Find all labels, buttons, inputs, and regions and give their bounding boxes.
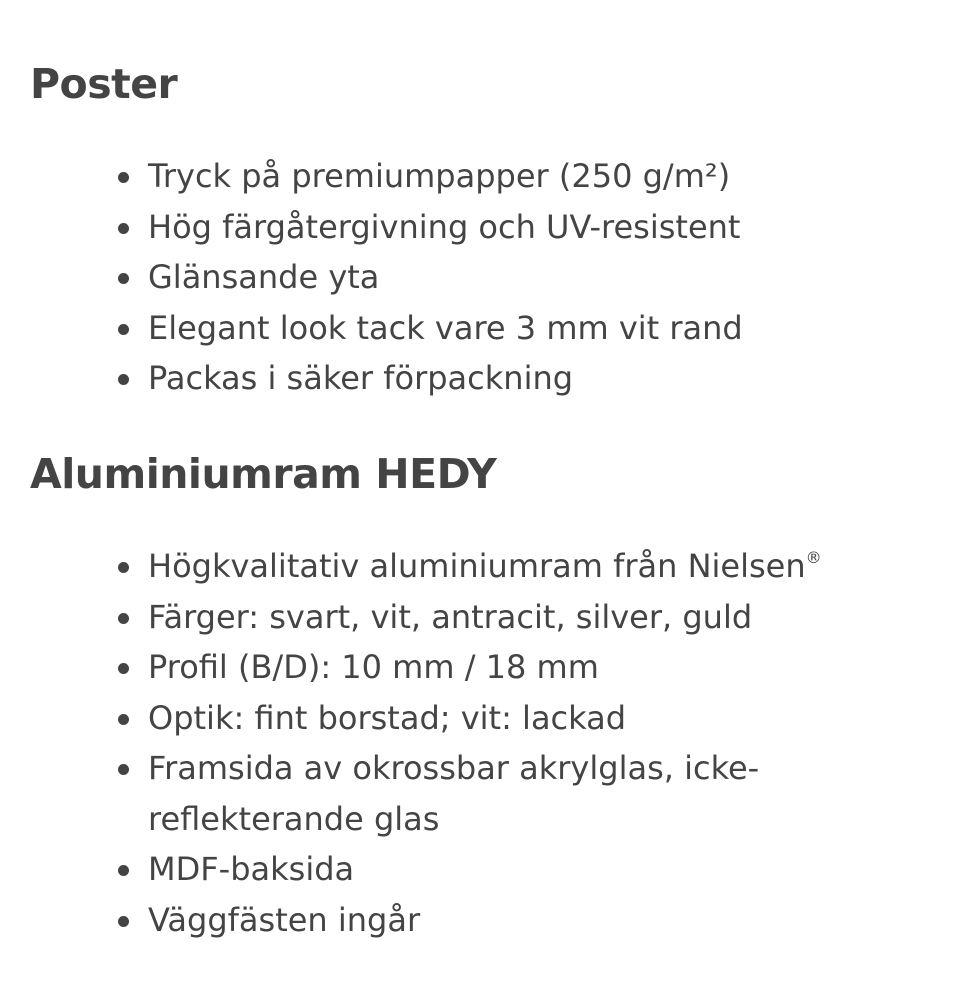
list-item: [118, 252, 908, 303]
list-item: [118, 642, 908, 693]
bullet-icon: [118, 273, 129, 284]
list-item-text: Glänsande yta: [148, 258, 380, 296]
list-item-text: MDF-baksida: [148, 850, 355, 888]
list-item-text: Hög färgåtergivning och UV-resistent: [148, 207, 741, 246]
list-item: [118, 151, 908, 202]
list-item: [118, 743, 908, 844]
frame-feature-list: [118, 541, 908, 945]
bullet-icon: [118, 714, 129, 725]
list-item-text: Högkvalitativ aluminiumram från Nielsen: [148, 547, 806, 585]
list-item: [118, 202, 908, 253]
list-item: [118, 592, 908, 643]
poster-section: [30, 56, 930, 404]
bullet-icon: [118, 764, 129, 775]
list-item-text: Färger: svart, vit, antracit, silver, guld: [148, 597, 753, 636]
list-item: [118, 895, 908, 946]
list-item-text: Profil (B/D): 10 mm / 18 mm: [148, 648, 599, 686]
poster-heading: Poster: [30, 60, 178, 108]
bullet-icon: [118, 613, 129, 624]
list-item-text: Tryck på premiumpapper (250 g/m²): [148, 157, 731, 195]
list-item-text: Framsida av okrossbar akrylglas, icke-reflekterande glas: [148, 749, 760, 838]
list-item: [118, 693, 908, 744]
list-item: [118, 541, 908, 592]
list-item-text: Optik: fint borstad; vit: lackad: [148, 698, 627, 737]
bullet-icon: [118, 562, 129, 573]
bullet-icon: [118, 916, 129, 927]
list-item: [118, 303, 908, 354]
list-item-text: Packas i säker förpackning: [148, 359, 574, 397]
bullet-icon: [118, 374, 129, 385]
frame-heading: Aluminiumram HEDY: [30, 450, 497, 498]
registered-mark: ®: [805, 548, 822, 567]
list-item: [118, 353, 908, 404]
bullet-icon: [118, 223, 129, 234]
bullet-icon: [118, 663, 129, 674]
poster-feature-list: [118, 151, 908, 404]
list-item-text: Elegant look tack vare 3 mm vit rand: [148, 308, 743, 347]
list-item-text: Väggfästen ingår: [148, 900, 421, 939]
bullet-icon: [118, 324, 129, 335]
list-item: [118, 844, 908, 895]
bullet-icon: [118, 172, 129, 183]
frame-section: [30, 446, 930, 945]
bullet-icon: [118, 865, 129, 876]
